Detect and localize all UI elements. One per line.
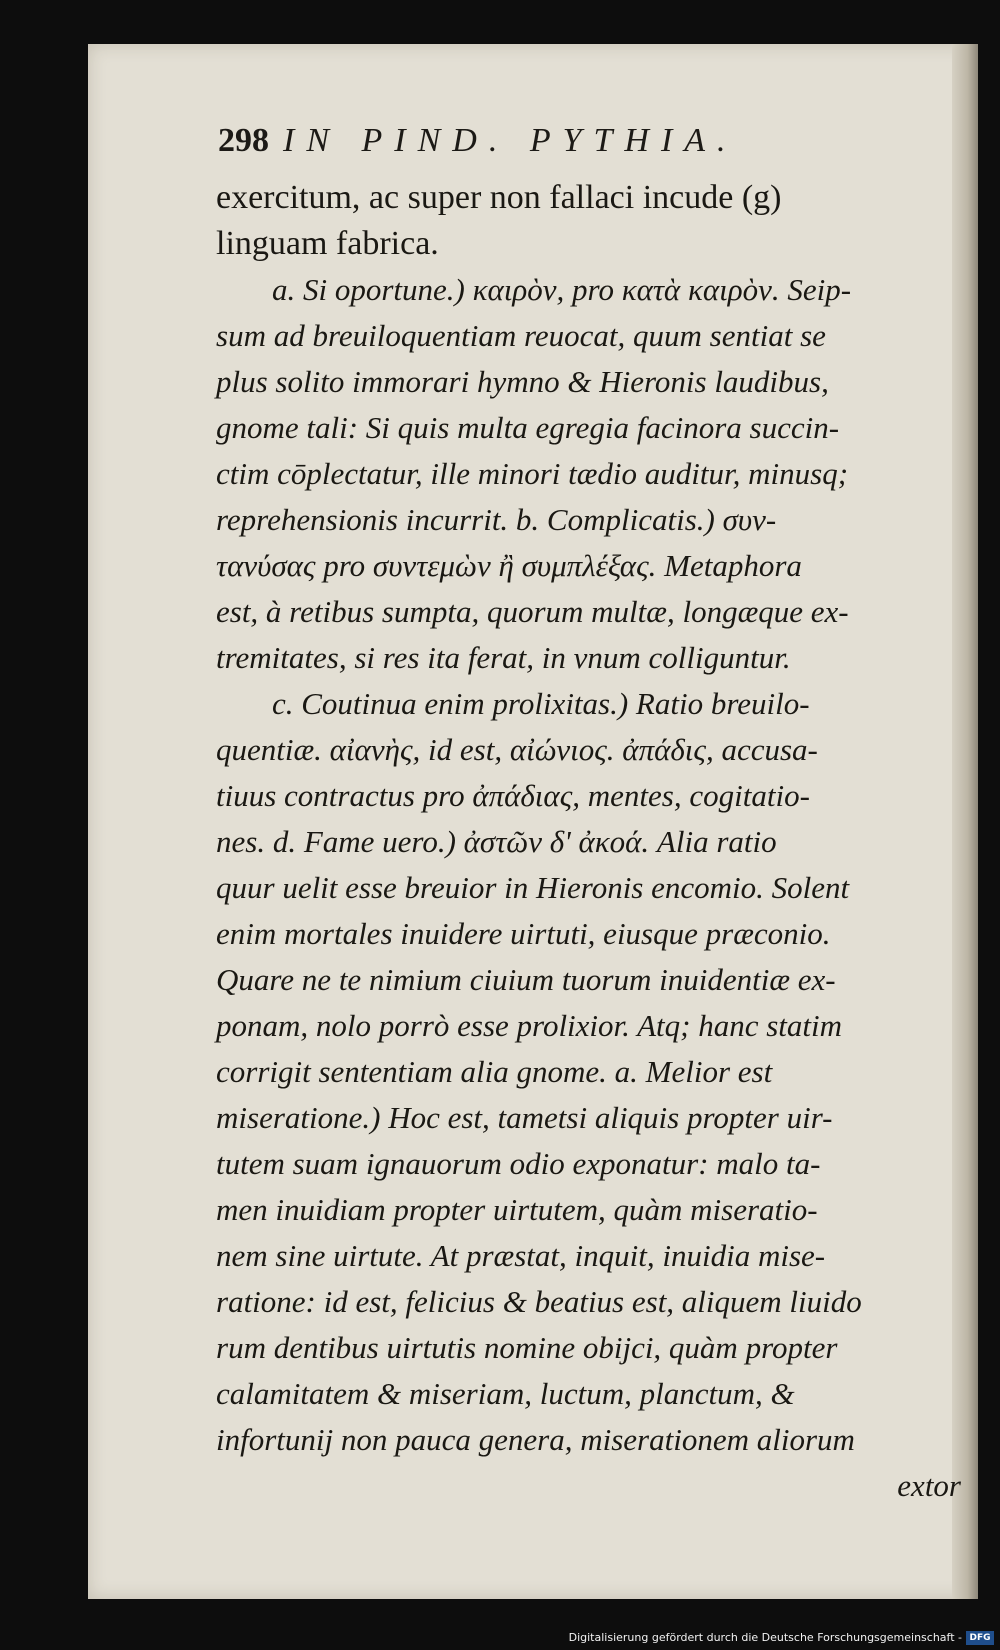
text-line: corrigit sententiam alia gnome. a. Melior est bbox=[216, 1054, 773, 1089]
text-line: reprehensionis incurrit. b. Complicatis.) συν- bbox=[216, 502, 777, 537]
text-line: ponam, nolo porrò esse prolixior. Atq; hanc statim bbox=[216, 1008, 843, 1043]
running-title: IN PIND. PYTHIA. bbox=[283, 122, 738, 159]
catchword: extor bbox=[897, 1468, 961, 1503]
text-line: quur uelit esse breuior in Hieronis encomio. Solent bbox=[216, 870, 850, 905]
text-line: tutem suam ignauorum odio exponatur: malo ta- bbox=[216, 1146, 821, 1181]
page-number: 298 bbox=[218, 122, 269, 159]
footer-bar bbox=[0, 1624, 1000, 1650]
dfg-logo: DFG bbox=[966, 1631, 994, 1645]
text-line: exercitum, ac super non fallaci incude (g) bbox=[216, 179, 782, 216]
text-line: plus solito immorari hymno & Hieronis laudibus, bbox=[216, 364, 829, 399]
text-line: Quare ne te nimium ciuium tuorum inuidentiæ ex- bbox=[216, 962, 836, 997]
text-line: c. Coutinua enim prolixitas.) Ratio breuilo- bbox=[272, 686, 810, 721]
text-line: rum dentibus uirtutis nomine obijci, quàm propter bbox=[216, 1330, 838, 1365]
text-line: quentiæ. αἰανὴς, id est, αἰώνιος. ἀπάδις, accusa- bbox=[216, 732, 818, 767]
text-line: nem sine uirtute. At præstat, inquit, inuidia mise- bbox=[216, 1238, 826, 1273]
text-line: enim mortales inuidere uirtuti, eiusque præconio. bbox=[216, 916, 831, 951]
text-line: nes. d. Fame uero.) ἀστῶν δ' ἀκοά. Alia ratio bbox=[216, 824, 777, 859]
body-text bbox=[216, 175, 961, 1509]
text-line: tiuus contractus pro ἀπάδιας, mentes, cogitatio- bbox=[216, 778, 810, 813]
text-line: miseratione.) Hoc est, tametsi aliquis propter uir- bbox=[216, 1100, 833, 1135]
funding-credit: Digitalisierung gefördert durch die Deutsche Forschungsgemeinschaft - bbox=[568, 1631, 962, 1644]
running-head bbox=[218, 122, 738, 160]
text-line: calamitatem & miseriam, luctum, planctum, & bbox=[216, 1376, 795, 1411]
text-line: infortunij non pauca genera, miserationem aliorum bbox=[216, 1422, 855, 1457]
text-line: τανύσας pro συντεμὼν ἢ συμπλέξας. Metaphora bbox=[216, 548, 802, 583]
text-line: men inuidiam propter uirtutem, quàm miseratio- bbox=[216, 1192, 818, 1227]
text-line: a. Si oportune.) καιρὸν, pro κατὰ καιρὸν. Seip- bbox=[272, 272, 852, 307]
text-line: ratione: id est, felicius & beatius est, aliquem liuido bbox=[216, 1284, 862, 1319]
text-line: sum ad breuiloquentiam reuocat, quum sentiat se bbox=[216, 318, 826, 353]
text-line: gnome tali: Si quis multa egregia facinora succin- bbox=[216, 410, 840, 445]
text-line: linguam fabrica. bbox=[216, 225, 439, 262]
text-line: est, à retibus sumpta, quorum multæ, longæque ex- bbox=[216, 594, 849, 629]
text-line: tremitates, si res ita ferat, in vnum colliguntur. bbox=[216, 640, 791, 675]
text-line: ctim cōplectatur, ille minori tædio auditur, minusq; bbox=[216, 456, 849, 491]
